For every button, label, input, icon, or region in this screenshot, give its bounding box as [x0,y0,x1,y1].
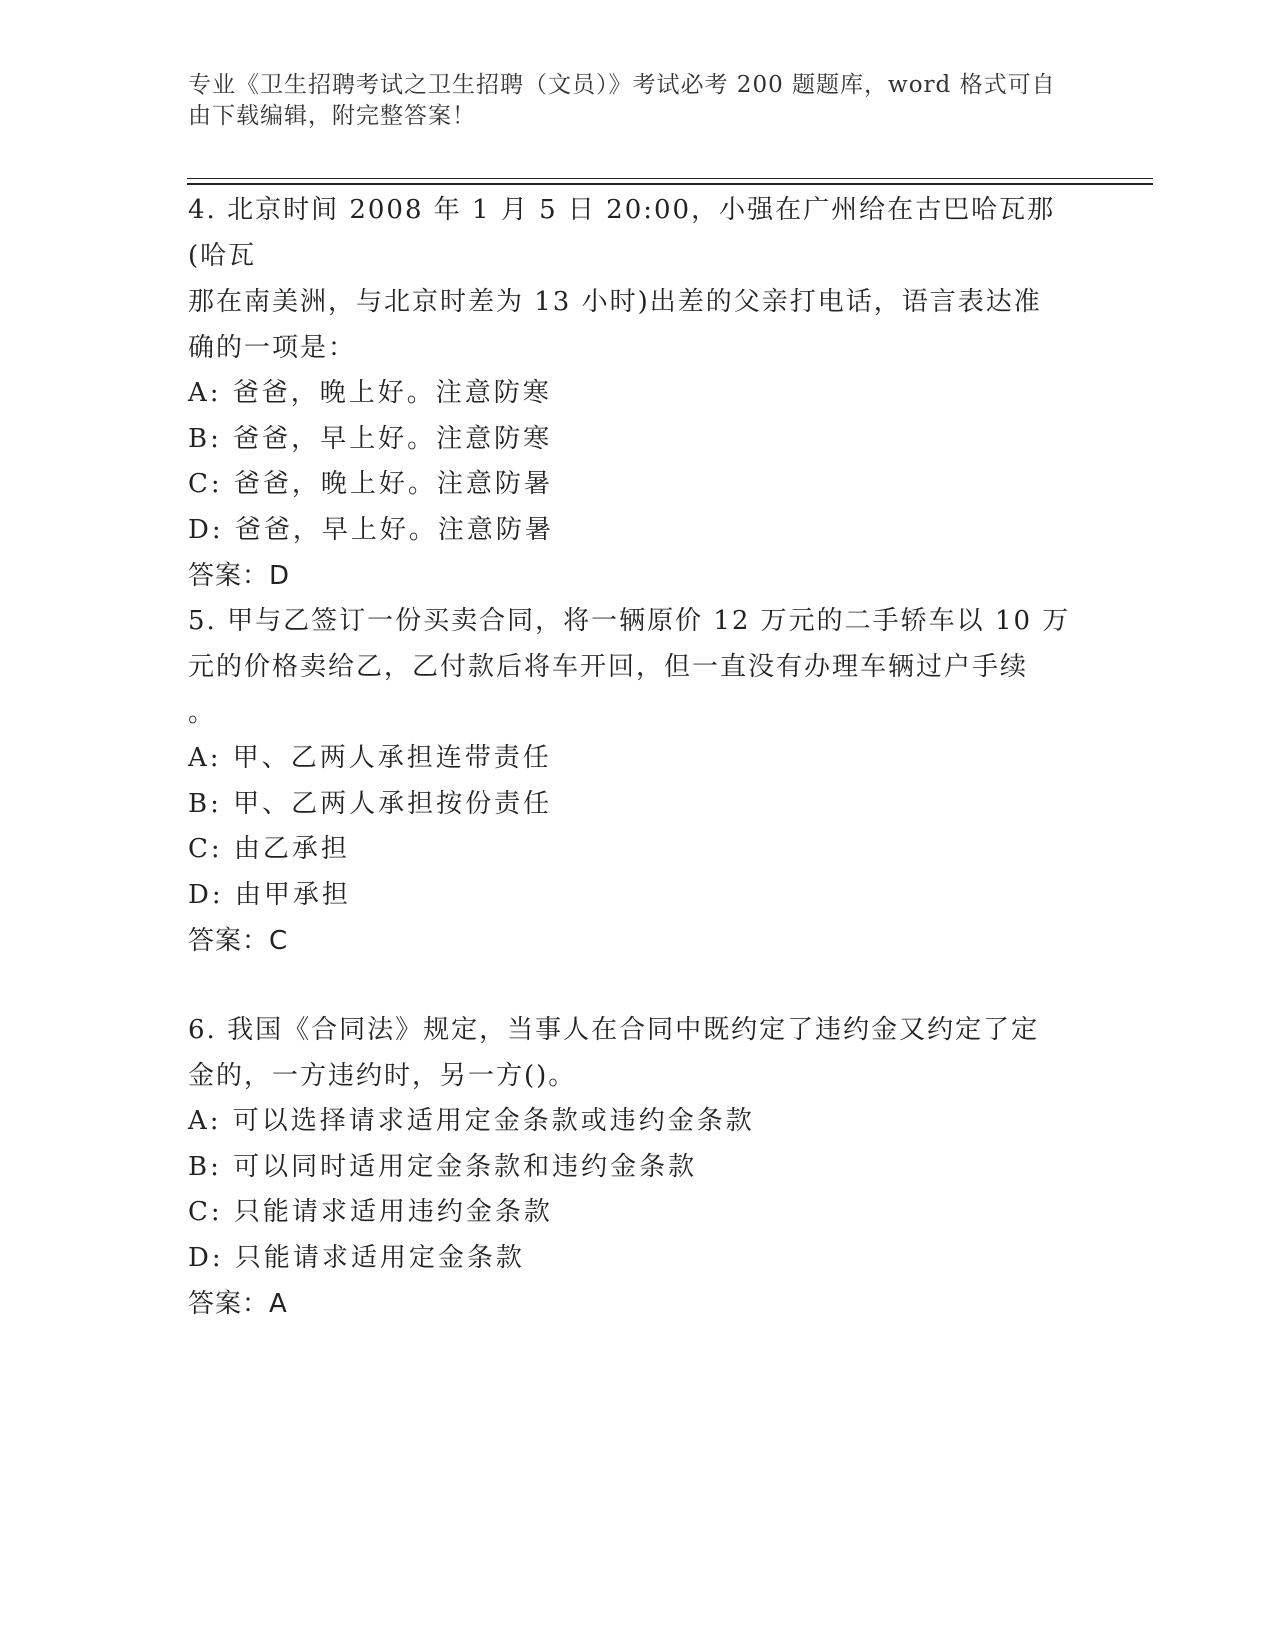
question-stem-line: 金的，一方违约时，另一方()。 [188,1061,577,1091]
option-b: B: 爸爸，早上好。注意防寒 [188,423,553,454]
option-c: C: 由乙承担 [188,834,350,864]
question-stem-line: 确的一项是： [188,333,357,363]
answer-line: 答案：D [188,561,291,591]
question-5 [188,598,1088,964]
option-b: B: 甲、乙两人承担按份责任 [188,788,553,819]
option-d: D: 只能请求适用定金条款 [188,1242,525,1273]
question-6 [188,1007,1088,1327]
document-header [188,70,1068,132]
header-line-1: 专业《卫生招聘考试之卫生招聘（文员）》考试必考 200 题题库，word 格式可自 [188,72,1056,98]
header-divider-thin [187,178,1153,179]
answer-line: 答案：A [188,1289,288,1319]
option-a: A: 甲、乙两人承担连带责任 [188,743,552,773]
option-c: C: 爸爸，晚上好。注意防暑 [188,469,553,499]
answer-line: 答案：C [188,926,289,956]
question-4 [188,187,1088,599]
question-stem-line: 4. 北京时间 2008 年 1 月 5 日 20:00，小强在广州给在古巴哈瓦那(哈瓦 [188,195,1056,271]
question-stem-line: 6. 我国《合同法》规定，当事人在合同中既约定了违约金又约定了定 [188,1015,1040,1045]
option-c: C: 只能请求适用违约金条款 [188,1197,553,1227]
question-stem-line: 。 [188,698,217,728]
option-a: A: 可以选择请求适用定金条款或违约金条款 [188,1106,755,1136]
header-line-2: 由下载编辑，附完整答案！ [188,103,476,129]
question-stem-line: 那在南美洲，与北京时差为 13 小时)出差的父亲打电话，语言表达准 [188,287,1042,317]
option-a: A: 爸爸，晚上好。注意防寒 [188,378,552,408]
question-stem-line: 5. 甲与乙签订一份买卖合同，将一辆原价 12 万元的二手轿车以 10 万 [188,606,1071,636]
option-d: D: 爸爸，早上好。注意防暑 [188,514,554,545]
header-divider-thick [187,183,1153,185]
option-b: B: 可以同时适用定金条款和违约金条款 [188,1151,698,1182]
option-d: D: 由甲承担 [188,879,351,910]
question-stem-line: 元的价格卖给乙，乙付款后将车开回，但一直没有办理车辆过户手续 [188,652,1029,682]
